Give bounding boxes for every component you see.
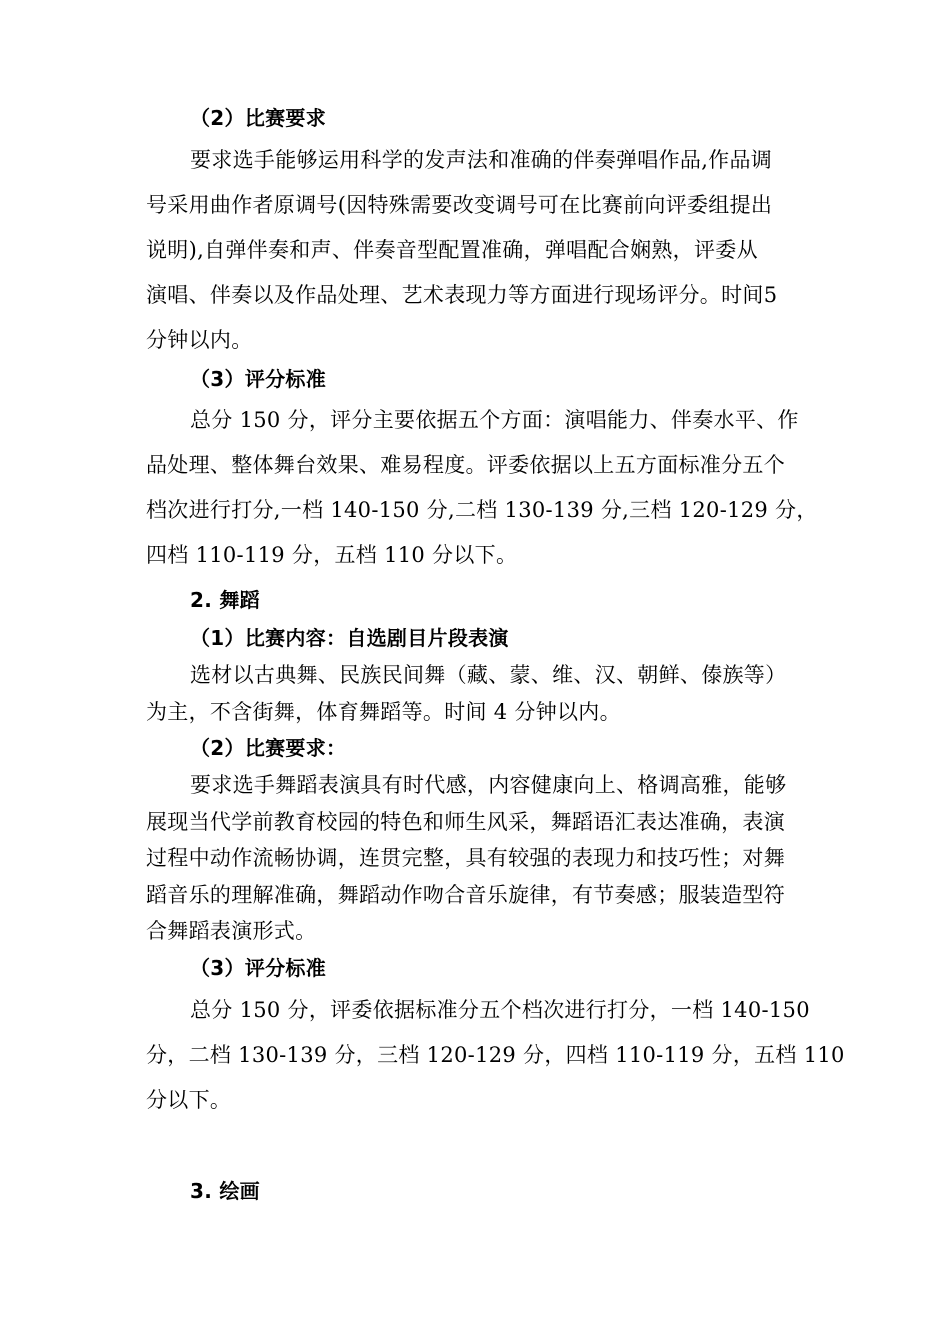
paragraph-line: 要求选手舞蹈表演具有时代感，内容健康向上、格调高雅，能够 <box>190 773 787 797</box>
paragraph-line: 展现当代学前教育校园的特色和师生风采，舞蹈语汇表达准确，表演 <box>146 810 785 834</box>
section-heading-painting: 3. 绘画 <box>190 1179 260 1203</box>
heading-competition-requirements: （2）比赛要求： <box>190 736 347 760</box>
paragraph-line: 四档 110-119 分，五档 110 分以下。 <box>146 543 518 567</box>
paragraph-line: 档次进行打分,一档 140-150 分,二档 130-139 分,三档 120-129 分， <box>146 498 818 522</box>
paragraph-line: 说明),自弹伴奏和声、伴奏音型配置准确，弹唱配合娴熟，评委从 <box>146 238 758 262</box>
paragraph-line: 要求选手能够运用科学的发声法和准确的伴奏弹唱作品,作品调 <box>190 148 773 172</box>
section-heading-dance: 2. 舞蹈 <box>190 588 260 612</box>
paragraph-line: 号采用曲作者原调号(因特殊需要改变调号可在比赛前向评委组提出 <box>146 193 773 217</box>
paragraph-line: 合舞蹈表演形式。 <box>146 919 317 943</box>
paragraph-line: 过程中动作流畅协调，连贯完整，具有较强的表现力和技巧性；对舞 <box>146 846 785 870</box>
heading-scoring-standard: （3）评分标准 <box>190 367 327 391</box>
paragraph-line: 分钟以内。 <box>146 328 253 352</box>
paragraph-line: 选材以古典舞、民族民间舞（藏、蒙、维、汉、朝鲜、傣族等） <box>190 663 787 687</box>
paragraph-line: 演唱、伴奏以及作品处理、艺术表现力等方面进行现场评分。时间5 <box>146 283 778 307</box>
paragraph-line: 分以下。 <box>146 1088 232 1112</box>
paragraph-line: 蹈音乐的理解准确，舞蹈动作吻合音乐旋律，有节奏感；服装造型符 <box>146 883 785 907</box>
heading-scoring-standard: （3）评分标准 <box>190 956 327 980</box>
paragraph-line: 总分 150 分，评委依据标准分五个档次进行打分，一档 140-150 <box>190 998 810 1022</box>
heading-competition-content: （1）比赛内容：自选剧目片段表演 <box>190 626 509 650</box>
paragraph-line: 为主，不含街舞，体育舞蹈等。时间 4 分钟以内。 <box>146 700 621 724</box>
paragraph-line: 分，二档 130-139 分，三档 120-129 分，四档 110-119 分，五档 110 <box>146 1043 845 1067</box>
paragraph-line: 品处理、整体舞台效果、难易程度。评委依据以上五方面标准分五个 <box>146 453 785 477</box>
paragraph-line: 总分 150 分，评分主要依据五个方面：演唱能力、伴奏水平、作 <box>190 408 799 432</box>
heading-competition-requirements: （2）比赛要求 <box>190 106 327 130</box>
